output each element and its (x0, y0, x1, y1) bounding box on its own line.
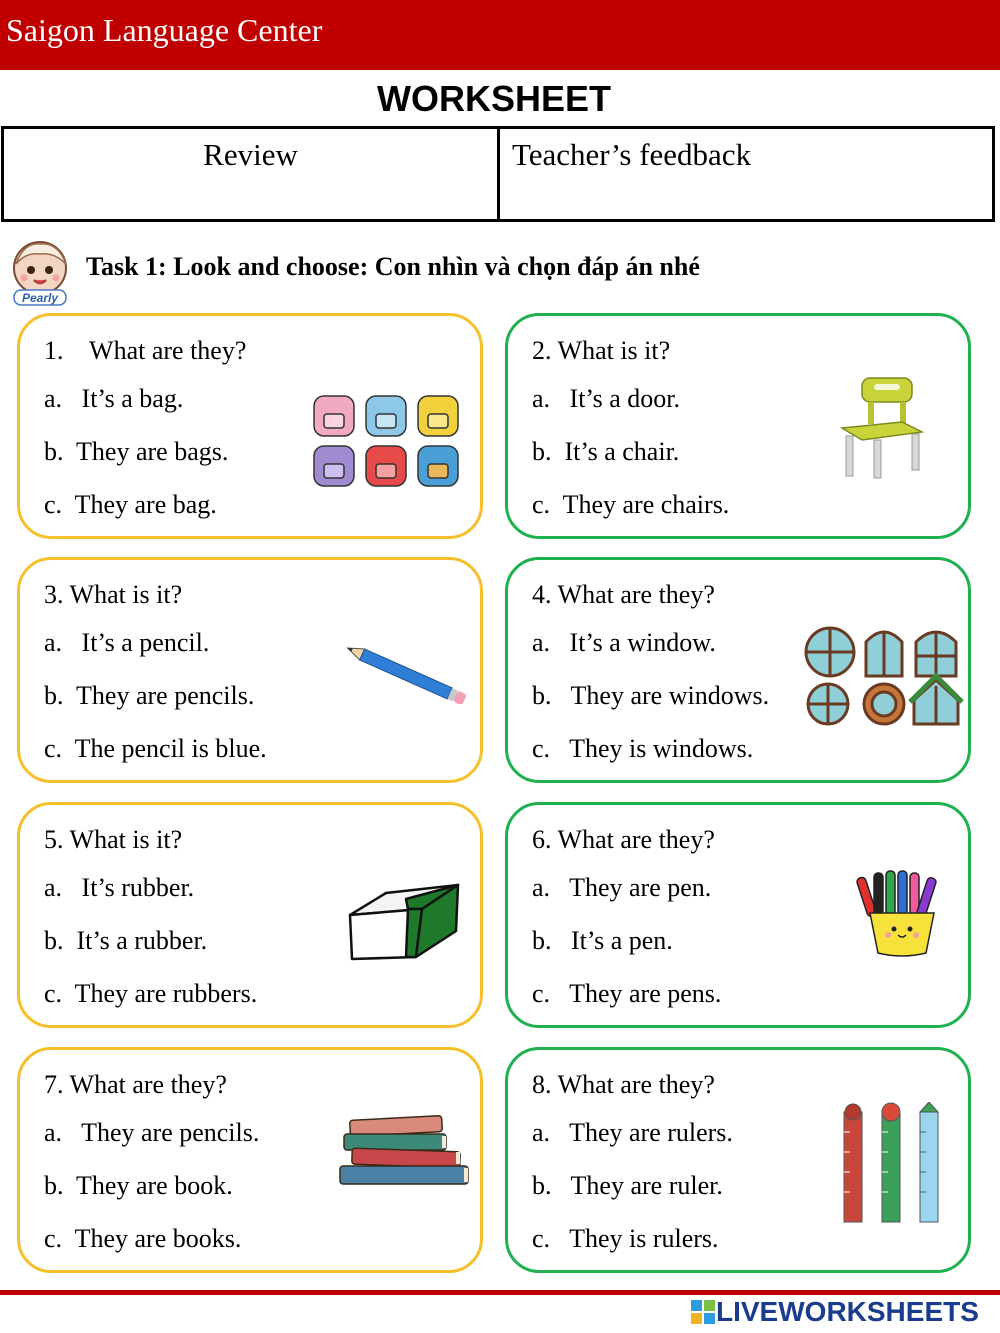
question-card-1 (17, 313, 483, 539)
header-bar (0, 0, 1000, 70)
option-a[interactable]: a. It’s a pencil. (44, 628, 210, 657)
review-table (1, 126, 995, 222)
option-a[interactable]: a. It’s rubber. (44, 873, 195, 902)
backpacks-image (310, 390, 462, 490)
question-text: 8. What are they? (532, 1070, 715, 1099)
option-b[interactable]: b. It’s a chair. (532, 437, 680, 466)
option-b[interactable]: b. They are ruler. (532, 1171, 723, 1200)
option-c[interactable]: c. They are books. (44, 1224, 242, 1253)
option-a[interactable]: a. It’s a door. (532, 384, 681, 413)
option-a[interactable]: a. They are rulers. (532, 1118, 733, 1147)
question-card-2 (505, 313, 971, 539)
option-a[interactable]: a. They are pen. (532, 873, 712, 902)
books-image (332, 1114, 476, 1190)
option-a[interactable]: a. It’s a bag. (44, 384, 184, 413)
option-b[interactable]: b. They are book. (44, 1171, 233, 1200)
option-c[interactable]: c. They is rulers. (532, 1224, 719, 1253)
option-a[interactable]: a. It’s a window. (532, 628, 716, 657)
chair-image (838, 376, 928, 481)
mascot-label: Pearly (21, 291, 59, 305)
option-c[interactable]: c. They is windows. (532, 734, 754, 763)
question-card-5 (17, 802, 483, 1028)
question-card-4 (505, 557, 971, 783)
liveworksheets-logo[interactable] (690, 1296, 979, 1328)
option-c[interactable]: c. They are rubbers. (44, 979, 258, 1008)
question-text: 4. What are they? (532, 580, 715, 609)
header-title: Saigon Language Center (6, 12, 323, 48)
option-c[interactable]: c. They are pens. (532, 979, 722, 1008)
question-card-6 (505, 802, 971, 1028)
option-a[interactable]: a. They are pencils. (44, 1118, 260, 1147)
pens-cup-image (856, 869, 948, 961)
option-b[interactable]: b. It’s a pen. (532, 926, 673, 955)
question-card-7 (17, 1047, 483, 1273)
question-text: 3. What is it? (44, 580, 183, 609)
option-b[interactable]: b. They are pencils. (44, 681, 255, 710)
question-text: 7. What are they? (44, 1070, 227, 1099)
pencil-image (336, 644, 476, 704)
option-c[interactable]: c. They are chairs. (532, 490, 730, 519)
worksheet-title: WORKSHEET (377, 78, 611, 119)
option-c[interactable]: c. The pencil is blue. (44, 734, 267, 763)
rubber-image (346, 875, 466, 963)
review-cell: Review (4, 129, 500, 219)
brand-name: LIVEWORKSHEETS (716, 1296, 979, 1327)
question-text: 1. What are they? (44, 336, 247, 365)
question-text: 5. What is it? (44, 825, 183, 854)
liveworksheets-icon (690, 1299, 716, 1325)
windows-image (802, 624, 966, 728)
footer-divider (0, 1290, 1000, 1295)
question-text: 2. What is it? (532, 336, 671, 365)
question-text: 6. What are they? (532, 825, 715, 854)
option-b[interactable]: b. It’s a rubber. (44, 926, 208, 955)
teacher-feedback-cell: Teacher’s feedback (512, 137, 752, 172)
rulers-image (838, 1102, 948, 1226)
option-b[interactable]: b. They are windows. (532, 681, 770, 710)
pearly-mascot-logo (4, 238, 76, 306)
option-c[interactable]: c. They are bag. (44, 490, 217, 519)
question-card-8 (505, 1047, 971, 1273)
option-b[interactable]: b. They are bags. (44, 437, 229, 466)
question-card-3 (17, 557, 483, 783)
task-title: Task 1: Look and choose: Con nhìn và chọn đáp án nhé (86, 252, 700, 281)
